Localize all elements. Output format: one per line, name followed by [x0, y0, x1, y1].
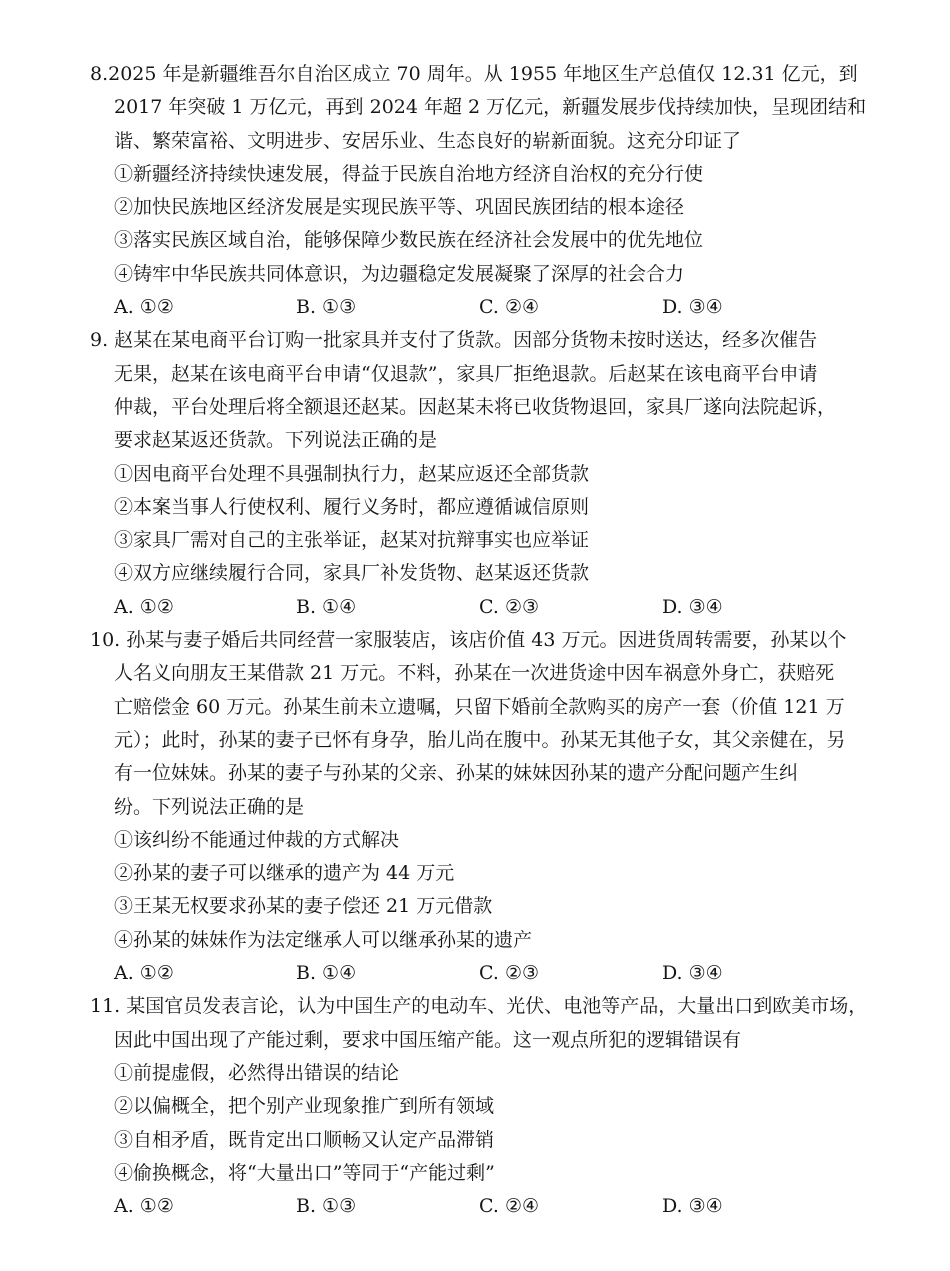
- question-10-choices: [90, 957, 880, 990]
- question-9-statement-1: ①因电商平台处理不具强制执行力，赵某应返还全部货款: [114, 462, 590, 485]
- question-8-statement-1: ①新疆经济持续快速发展，得益于民族自治地方经济自治权的充分行使: [114, 162, 704, 185]
- question-11-statement-1: ①前提虚假，必然得出错误的结论: [114, 1061, 400, 1084]
- question-8-choice-c: C. ②④: [479, 296, 540, 319]
- question-9-stem-line: 无果，赵某在该电商平台申请“仅退款”，家具厂拒绝退款。后赵某在该电商平台申请: [114, 362, 818, 385]
- question-11-choice-b: B. ①③: [296, 1195, 357, 1218]
- question-8-stem-line: 谐、繁荣富裕、文明进步、安居乐业、生态良好的崭新面貌。这充分印证了: [114, 129, 742, 152]
- question-8-statement-4: ④铸牢中华民族共同体意识，为边疆稳定发展凝聚了深厚的社会合力: [114, 262, 685, 285]
- question-11-choice-c: C. ②④: [479, 1195, 540, 1218]
- question-8-stem-line: 2017 年突破 1 万亿元，再到 2024 年超 2 万亿元，新疆发展步伐持续加快，呈现团结和: [114, 96, 867, 119]
- question-11-statement-3: ③自相矛盾，既肯定出口顺畅又认定产品滞销: [114, 1128, 495, 1151]
- question-11-choice-a: A. ①②: [114, 1195, 174, 1218]
- question-10-stem-line: 元）；此时，孙某的妻子已怀有身孕，胎儿尚在腹中。孙某无其他子女，其父亲健在，另: [114, 728, 846, 751]
- question-10-statement-3: ③王某无权要求孙某的妻子偿还 21 万元借款: [114, 895, 493, 918]
- question-10-stem-line: 亡赔偿金 60 万元。孙某生前未立遗嘱，只留下婚前全款购买的房产一套（价值 121 万: [114, 695, 845, 718]
- question-8-choice-d: D. ③④: [662, 296, 723, 319]
- question-8-stem-line: 8.2025 年是新疆维吾尔自治区成立 70 周年。从 1955 年地区生产总值仅 12.31 亿元，到: [90, 63, 858, 85]
- question-10-choice-b: B. ①④: [296, 962, 357, 985]
- question-9-statement-3: ③家具厂需对自己的主张举证，赵某对抗辩事实也应举证: [114, 529, 590, 552]
- question-11-stem-line: 11. 某国官员发表言论，认为中国生产的电动车、光伏、电池等产品，大量出口到欧美市场，: [90, 995, 868, 1018]
- question-9-choice-b: B. ①④: [296, 595, 357, 618]
- question-8-choice-a: A. ①②: [114, 296, 174, 319]
- question-9-stem-line: 要求赵某返还货款。下列说法正确的是: [114, 429, 438, 452]
- question-10: [90, 624, 880, 990]
- question-8: [90, 58, 880, 324]
- question-11-choice-d: D. ③④: [662, 1195, 723, 1218]
- question-10-statement-2: ②孙某的妻子可以继承的遗产为 44 万元: [114, 862, 455, 885]
- question-10-stem-line: 有一位妹妹。孙某的妻子与孙某的父亲、孙某的妹妹因孙某的遗产分配问题产生纠: [114, 762, 799, 785]
- question-9-stem-line: 9. 赵某在某电商平台订购一批家具并支付了货款。因部分货物未按时送达，经多次催告: [90, 329, 818, 352]
- question-9-choice-d: D. ③④: [662, 595, 723, 618]
- question-10-statement-4: ④孙某的妹妹作为法定继承人可以继承孙某的遗产: [114, 928, 533, 951]
- question-11-stem-line: 因此中国出现了产能过剩，要求中国压缩产能。这一观点所犯的逻辑错误有: [114, 1028, 742, 1051]
- question-11-statement-2: ②以偏概全，把个别产业现象推广到所有领域: [114, 1095, 495, 1118]
- question-10-choice-d: D. ③④: [662, 962, 723, 985]
- question-9-statement-4: ④双方应继续履行合同，家具厂补发货物、赵某返还货款: [114, 562, 590, 585]
- question-10-choice-a: A. ①②: [114, 962, 174, 985]
- question-10-stem-line: 人名义向朋友王某借款 21 万元。不料，孙某在一次进货途中因车祸意外身亡，获赔死: [114, 662, 835, 685]
- question-9-statement-2: ②本案当事人行使权利、履行义务时，都应遵循诚信原则: [114, 495, 590, 518]
- question-11: [90, 990, 880, 1223]
- question-10-choice-c: C. ②③: [479, 962, 540, 985]
- question-11-choices: [90, 1190, 880, 1223]
- question-9: [90, 324, 880, 624]
- question-8-statement-3: ③落实民族区域自治，能够保障少数民族在经济社会发展中的优先地位: [114, 229, 704, 252]
- question-10-stem-line: 纷。下列说法正确的是: [114, 795, 305, 818]
- question-9-choice-a: A. ①②: [114, 595, 174, 618]
- question-8-choice-b: B. ①③: [296, 296, 357, 319]
- question-9-stem-line: 仲裁，平台处理后将全额退还赵某。因赵某未将已收货物退回，家具厂遂向法院起诉，: [114, 395, 837, 418]
- question-8-choices: [90, 291, 880, 324]
- question-10-stem-line: 10. 孙某与妻子婚后共同经营一家服装店，该店价值 43 万元。因进货周转需要，孙某以个: [90, 629, 847, 652]
- question-9-choices: [90, 591, 880, 624]
- question-8-statement-2: ②加快民族地区经济发展是实现民族平等、巩固民族团结的根本途径: [114, 196, 685, 219]
- question-10-statement-1: ①该纠纷不能通过仲裁的方式解决: [114, 828, 400, 851]
- question-9-choice-c: C. ②③: [479, 595, 540, 618]
- question-11-statement-4: ④偷换概念，将“大量出口”等同于“产能过剩”: [114, 1161, 495, 1184]
